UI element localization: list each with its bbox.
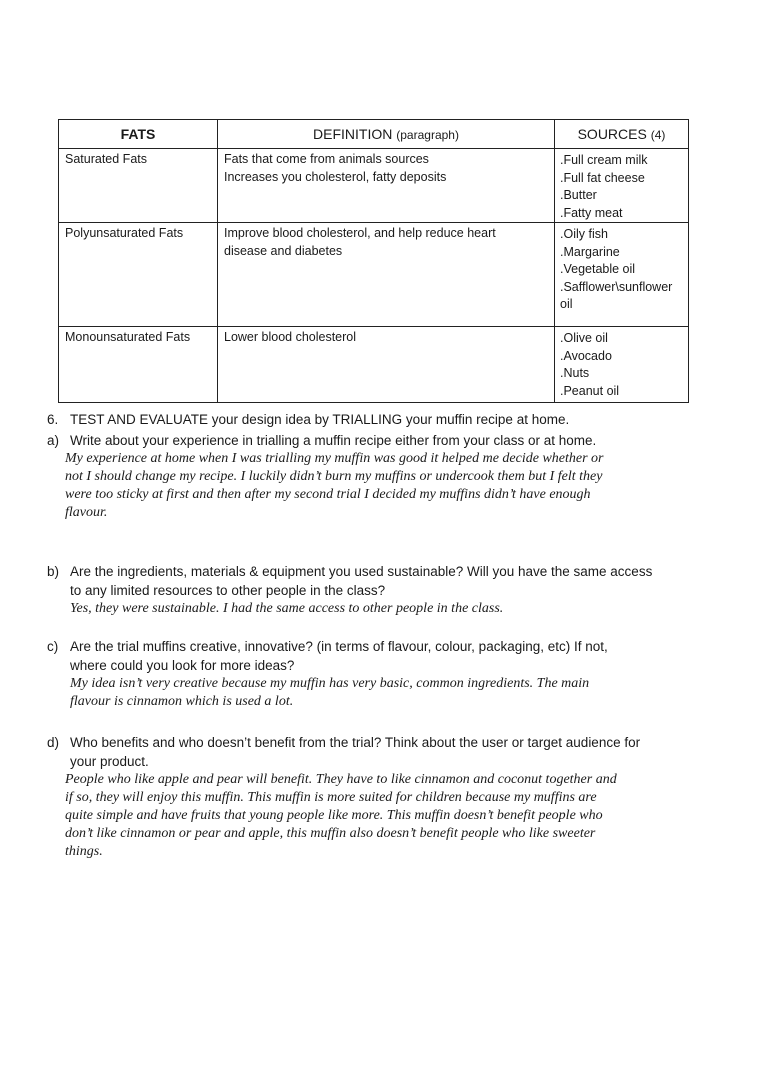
source-item: .Margarine — [560, 244, 620, 259]
source-item: .Olive oil — [560, 331, 608, 345]
definition-line: Improve blood cholesterol, and help reduce heart — [224, 226, 496, 240]
source-item: .Butter — [560, 188, 597, 202]
answer-d — [65, 771, 687, 861]
header-definition-note: (paragraph) — [396, 128, 459, 142]
answer-line: quite simple and have fruits that young people like more. This muffin doesn’t benefit people who — [65, 808, 603, 823]
source-item: .Oily fish — [560, 227, 608, 241]
source-item: .Vegetable oil — [560, 262, 636, 276]
fat-sources — [555, 149, 689, 223]
header-definition — [218, 120, 555, 149]
section-6-heading — [47, 410, 687, 429]
table-row — [59, 327, 689, 403]
answer-line: don’t like cinnamon or pear and apple, this muffin also doesn’t benefit people who like sweeter — [65, 826, 596, 841]
answer-line: flavour is cinnamon which is used a lot. — [70, 694, 294, 709]
question-c — [47, 637, 687, 711]
question-text: Who benefits and who doesn’t benefit from the trial? Think about the user or target audience for — [70, 735, 641, 750]
source-item: .Fatty meat — [560, 205, 623, 220]
fat-definition — [218, 327, 555, 403]
question-label: a) — [47, 433, 60, 448]
answer-line: if so, they will enjoy this muffin. This muffin is more suited for children because my muffins are — [65, 790, 597, 805]
fat-name: Polyunsaturated Fats — [59, 223, 218, 327]
header-definition-label: DEFINITION — [313, 126, 393, 142]
question-text: your product. — [70, 754, 149, 769]
question-text: Are the ingredients, materials & equipment you used sustainable? Will you have the same access — [70, 564, 653, 579]
source-item: .Avocado — [560, 348, 612, 363]
fat-definition — [218, 223, 555, 327]
section-instruction: TEST AND EVALUATE your design idea by TRIALLING your muffin recipe at home. — [70, 412, 570, 427]
answer-line: things. — [65, 844, 103, 859]
fat-sources — [555, 327, 689, 403]
question-a — [47, 431, 687, 522]
source-item: .Nuts — [560, 366, 590, 380]
definition-line: Lower blood cholesterol — [224, 330, 357, 344]
header-sources-label: SOURCES — [577, 126, 647, 142]
question-d — [47, 733, 687, 861]
fat-name: Monounsaturated Fats — [59, 327, 218, 403]
question-b — [47, 562, 687, 618]
definition-line: disease and diabetes — [224, 243, 343, 258]
question-label: d) — [47, 735, 60, 750]
fat-sources — [555, 223, 689, 327]
definition-line: Increases you cholesterol, fatty deposits — [224, 169, 447, 184]
answer-c — [70, 675, 687, 711]
fat-name: Saturated Fats — [59, 149, 218, 223]
source-item: .Full fat cheese — [560, 170, 645, 185]
answer-line: Yes, they were sustainable. I had the same access to other people in the class. — [70, 601, 504, 616]
answer-b — [70, 600, 687, 618]
header-sources — [555, 120, 689, 149]
answer-line: not I should change my recipe. I luckily didn’t burn my muffins or undercook them but I felt they — [65, 469, 603, 484]
answer-line: were too sticky at first and then after my second trial I decided my muffins didn’t have enough — [65, 487, 591, 502]
answer-line: My idea isn’t very creative because my muffin has very basic, common ingredients. The main — [70, 676, 590, 691]
fats-table — [58, 119, 689, 403]
table-header-row — [59, 120, 689, 149]
header-fats: FATS — [59, 120, 218, 149]
table-row — [59, 223, 689, 327]
source-item: .Full cream milk — [560, 153, 648, 167]
answer-line: My experience at home when I was trialling my muffin was good it helped me decide whether or — [65, 451, 604, 466]
fat-definition — [218, 149, 555, 223]
table-row — [59, 149, 689, 223]
question-text: Write about your experience in trialling a muffin recipe either from your class or at home. — [70, 433, 597, 448]
section-number: 6. — [47, 412, 59, 427]
question-label: c) — [47, 639, 59, 654]
question-text: Are the trial muffins creative, innovative? (in terms of flavour, colour, packaging, etc) If not, — [70, 639, 608, 654]
source-item: .Safflower\sunflower — [560, 279, 673, 294]
question-label: b) — [47, 564, 60, 579]
answer-a — [65, 450, 687, 522]
answer-line: People who like apple and pear will benefit. They have to like cinnamon and coconut together and — [65, 772, 617, 787]
source-item: .Peanut oil — [560, 383, 620, 398]
question-text: to any limited resources to other people in the class? — [70, 583, 386, 598]
answer-line: flavour. — [65, 505, 108, 520]
header-sources-note: (4) — [650, 128, 666, 142]
question-text: where could you look for more ideas? — [70, 658, 295, 673]
source-item: oil — [560, 297, 573, 311]
definition-line: Fats that come from animals sources — [224, 152, 429, 166]
